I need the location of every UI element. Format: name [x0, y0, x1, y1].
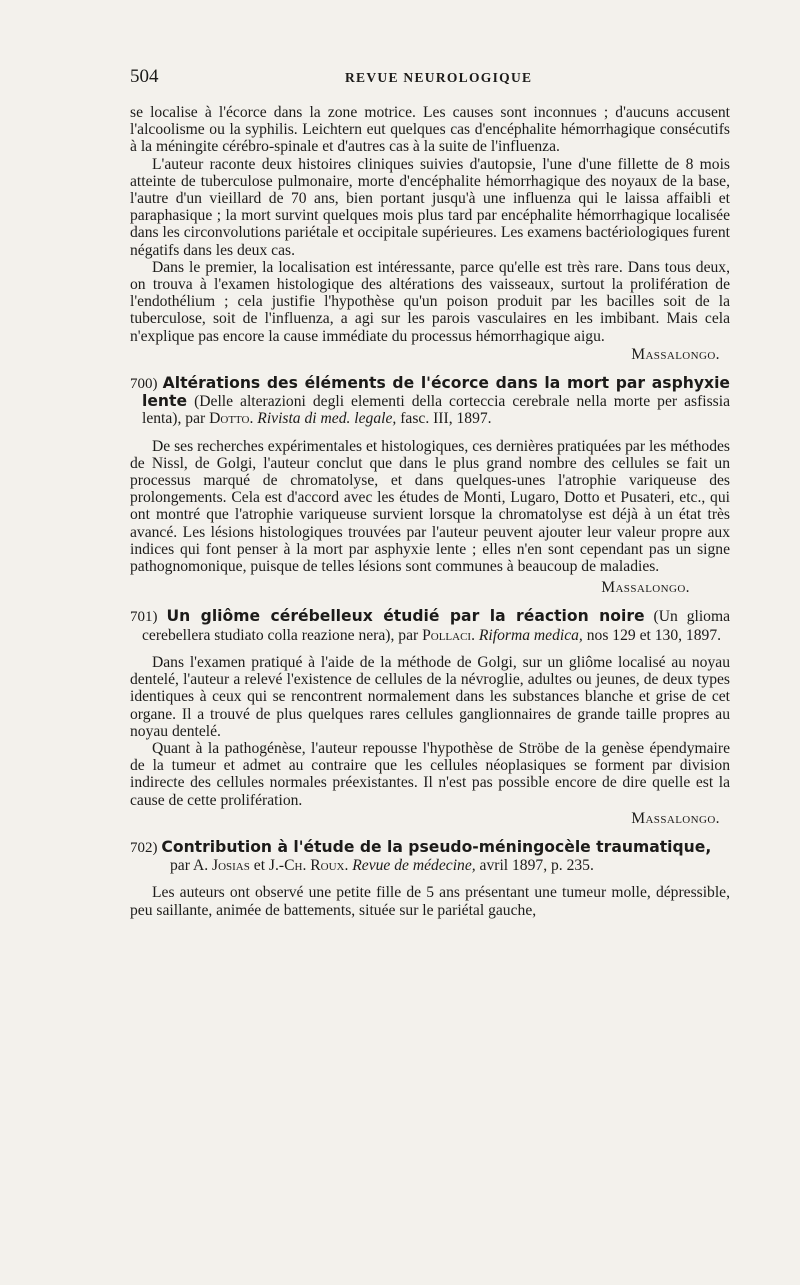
entry-702-heading	[130, 839, 730, 857]
entry-701-body-2: Quant à la pathogénèse, l'auteur repousse l'hypothèse de Ströbe de la genèse épendymaire de la tumeur et admet au contraire que les cellules néoplasiques se forment par division indirecte des cellules normales préexistantes. Il n'est pas possible encore de dire quelle est la cause de cette prolifération.	[130, 739, 730, 809]
entry-subtitle: (Delle alterazioni degli elementi della corteccia cerebrale nella morte per asfissia lenta), par	[142, 393, 730, 428]
entry-by: par A.	[170, 857, 213, 875]
entry-700-body: De ses recherches expérimentales et histologiques, ces dernières pratiquées par les méthodes de Nissl, de Golgi, l'auteur conclut que dans le plus grand nombre des cellules se fait un processus marqué de chromatolyse, et dans quelques-unes l'atrophie variqueuse des prolongements. Cela est d'accord avec les études de Monti, Lugaro, Dotto et Pusateri, etc., qui ont montré que l'atrophie variqueuse survient lorsque la chromatolyse est déjà à un état très avancé. Les lésions histologiques trouvées par l'auteur peuvent ajouter leur valeur propre aux indices qui font penser à la mort par asphyxie lente ; elles n'en sont cependant pas un signe pathognomonique, puisque de telles lésions sont communes à beaucoup de maladies.	[130, 437, 730, 576]
entry-journal: Riforma medica,	[478, 626, 583, 644]
entry-number: 701)	[130, 609, 158, 626]
entry-author: Pollaci	[422, 626, 472, 644]
page-body	[130, 104, 730, 919]
entry-journal: Revue de médecine,	[352, 857, 476, 875]
entry-700-signature: Massalongo.	[601, 579, 690, 597]
entry-author: Dotto	[209, 410, 250, 428]
entry-701	[130, 608, 730, 826]
entry-title: Contribution à l'étude de la pseudo-méningocèle traumatique,	[161, 837, 712, 856]
intro-paragraph-2: L'auteur raconte deux histoires cliniques suivies d'autopsie, l'une d'une fillette de 8 mois atteinte de tuberculose pulmonaire, morte d'encéphalite hémorrhagique des noyaux de la base, l'autre d'un vieillard de 70 ans, bien portant jusqu'à une influenza qui le laissa affaibli et paraphasique ; la mort survint quelques mois plus tard par encéphalite hémorrhagique localisée dans les circonvolutions pariétale et occipitale supérieures. Les examens bactériologiques furent négatifs dans les deux cas.	[130, 155, 730, 259]
entry-citation-sep: .	[249, 410, 258, 428]
entry-701-body-1: Dans l'examen pratiqué à l'aide de la méthode de Golgi, sur un gliôme localisé au noyau dentelé, l'auteur a relevé l'existence de cellules de la névroglie, adultes ou jeunes, de deux types identiques à ceux qui se rencontrent normalement dans les substances blanche et grise de cet organe. Il a trouvé de plus quelques rares cellules ganglionnaires de grande taille propres au noyau dentelé.	[130, 653, 730, 740]
entry-citation: avril 1897, p. 235.	[475, 857, 594, 875]
entry-702	[130, 839, 730, 919]
entry-700	[130, 375, 730, 596]
entry-citation: nos 129 et 130, 1897.	[582, 626, 722, 644]
entry-citation-sep: .	[471, 626, 479, 644]
entry-number: 700)	[130, 376, 158, 393]
page-header	[130, 66, 730, 90]
entry-title: Un gliôme cérébelleux étudié par la réaction noire	[166, 607, 645, 626]
entry-citation-sep: .	[344, 857, 353, 875]
page-number: 504	[130, 66, 159, 87]
entry-journal: Rivista di med. legale,	[257, 410, 397, 428]
running-title: REVUE NEUROLOGIQUE	[345, 70, 533, 85]
entry-author-1: Josias	[212, 857, 250, 875]
entry-author-2: Ch. Roux	[284, 857, 345, 875]
entry-number: 702)	[130, 839, 158, 856]
entry-701-heading	[130, 608, 730, 643]
entry-subtitle: (Un glioma cerebellera studiato colla reazione nera), par	[142, 608, 731, 644]
entry-702-body: Les auteurs ont observé une petite fille de 5 ans présentant une tumeur molle, dépressible, peu saillante, animée de battements, située sur le pariétal gauche,	[130, 884, 730, 919]
entry-title: Altérations des éléments de l'écorce dans la mort par asphyxie lente	[142, 374, 730, 411]
entry-citation: fasc. III, 1897.	[396, 410, 492, 428]
entry-701-signature: Massalongo.	[631, 809, 720, 827]
intro-paragraph-3: Dans le premier, la localisation est intéressante, parce qu'elle est très rare. Dans tous deux, on trouva à l'examen histologique des altérations des vaisseaux, surtout la prolifération de l'endothélium ; cela justifie l'hypothèse qu'un poison produit par les bacilles soit de la tuberculose, soit de l'influenza, a agi sur les parois vasculaires en les imbibant. Mais cela n'explique pas encore la cause immédiate du processus hémorrhagique aigu.	[130, 258, 730, 345]
entry-and: et J.-	[249, 857, 285, 875]
entry-700-heading	[130, 375, 730, 428]
intro-signature: Massalongo.	[631, 345, 720, 363]
entry-702-byline	[130, 857, 730, 874]
intro-paragraph-1: se localise à l'écorce dans la zone motrice. Les causes sont inconnues ; d'aucuns accusent l'alcoolisme ou la syphilis. Leichtern eut quelques cas d'encéphalite hémorrhagique consécutifs à la méningite cérébro-spinale et d'autres cas à la suite de l'influenza.	[130, 104, 730, 156]
